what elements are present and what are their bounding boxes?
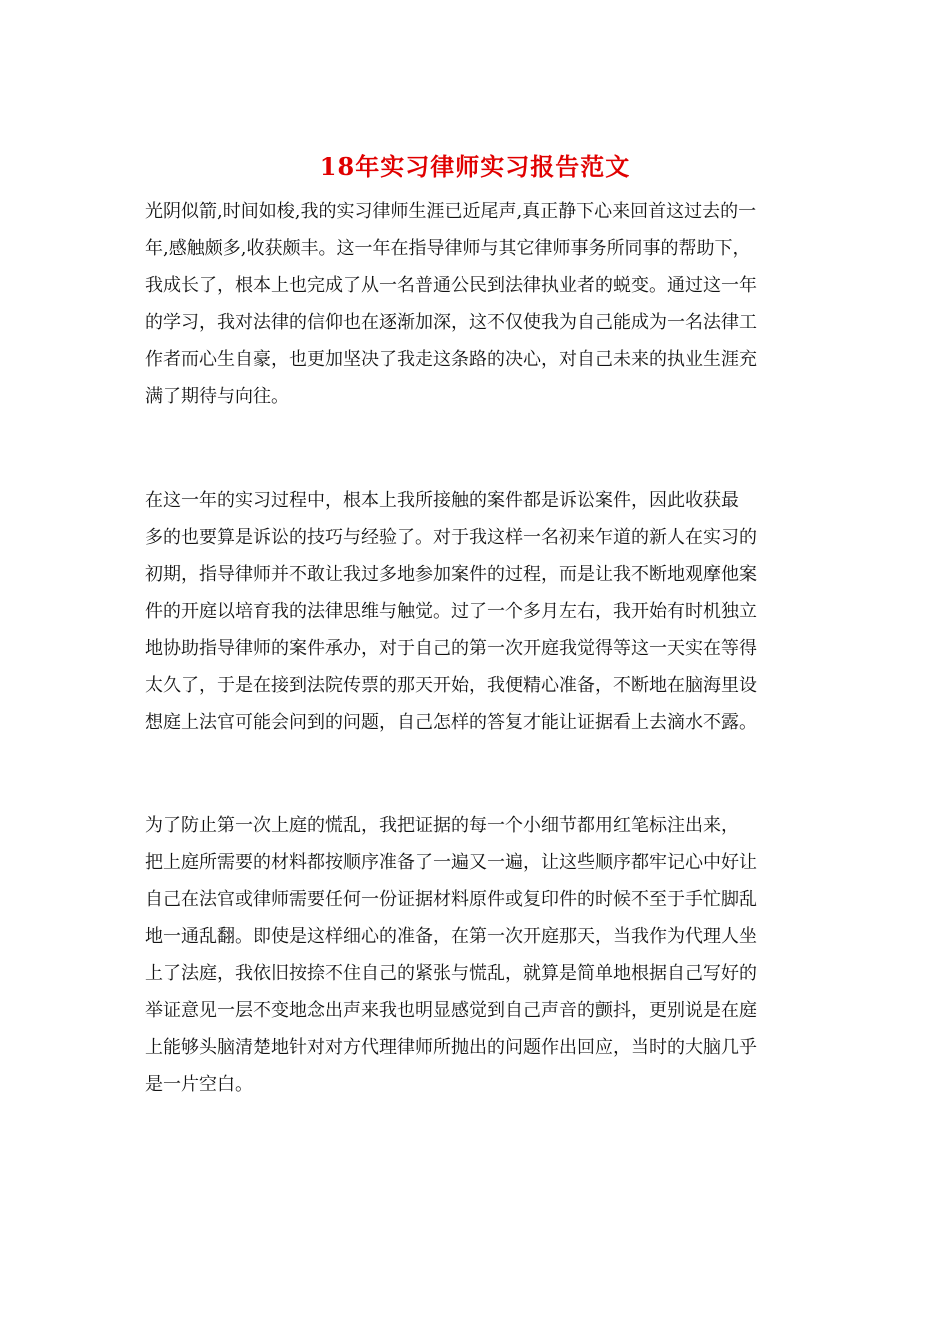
paragraph-line: 自己在法官或律师需要任何一份证据材料原件或复印件的时候不至于手忙脚乱 bbox=[145, 889, 757, 910]
paragraph-line: 地一通乱翻。即使是这样细心的准备，在第一次开庭那天，当我作为代理人坐 bbox=[145, 926, 757, 947]
paragraph-line: 上能够头脑清楚地针对对方代理律师所抛出的问题作出回应，当时的大脑几乎 bbox=[145, 1037, 757, 1058]
paragraph-line: 我成长了，根本上也完成了从一名普通公民到法律执业者的蜕变。通过这一年 bbox=[145, 275, 757, 296]
paragraph-line: 光阴似箭,时间如梭,我的实习律师生涯已近尾声,真正静下心来回首这过去的一 bbox=[145, 201, 757, 222]
paragraph-line: 的学习，我对法律的信仰也在逐渐加深，这不仅使我为自己能成为一名法律工 bbox=[145, 312, 757, 333]
paragraph-3 bbox=[145, 807, 757, 1103]
paragraph-line: 举证意见一层不变地念出声来我也明显感觉到自己声音的颤抖，更别说是在庭 bbox=[145, 1000, 757, 1021]
paragraph-line: 年,感触颇多,收获颇丰。这一年在指导律师与其它律师事务所同事的帮助下， bbox=[145, 238, 751, 259]
paragraph-line: 作者而心生自豪，也更加坚决了我走这条路的决心，对自己未来的执业生涯充 bbox=[145, 349, 757, 370]
paragraph-line: 件的开庭以培育我的法律思维与触觉。过了一个多月左右，我开始有时机独立 bbox=[145, 601, 757, 622]
paragraph-line: 太久了，于是在接到法院传票的那天开始，我便精心准备，不断地在脑海里设 bbox=[145, 675, 757, 696]
paragraph-line: 地协助指导律师的案件承办，对于自己的第一次开庭我觉得等这一天实在等得 bbox=[145, 638, 757, 659]
paragraph-line: 是一片空白。 bbox=[145, 1074, 253, 1095]
paragraph-line: 上了法庭，我依旧按捺不住自己的紧张与慌乱，就算是简单地根据自己写好的 bbox=[145, 963, 757, 984]
document-title: 18年实习律师实习报告范文 bbox=[319, 152, 631, 181]
paragraph-line: 多的也要算是诉讼的技巧与经验了。对于我这样一名初来乍道的新人在实习的 bbox=[145, 527, 757, 548]
paragraph-line: 为了防止第一次上庭的慌乱，我把证据的每一个小细节都用红笔标注出来， bbox=[145, 815, 739, 836]
paragraph-2 bbox=[145, 482, 757, 741]
paragraph-line: 在这一年的实习过程中，根本上我所接触的案件都是诉讼案件，因此收获最 bbox=[145, 490, 739, 511]
paragraph-line: 想庭上法官可能会问到的问题，自己怎样的答复才能让证据看上去滴水不露。 bbox=[145, 712, 757, 733]
paragraph-line: 初期，指导律师并不敢让我过多地参加案件的过程，而是让我不断地观摩他案 bbox=[145, 564, 757, 585]
paragraph-1 bbox=[145, 193, 757, 415]
paragraph-line: 满了期待与向往。 bbox=[145, 386, 289, 407]
paragraph-line: 把上庭所需要的材料都按顺序准备了一遍又一遍，让这些顺序都牢记心中好让 bbox=[145, 852, 757, 873]
